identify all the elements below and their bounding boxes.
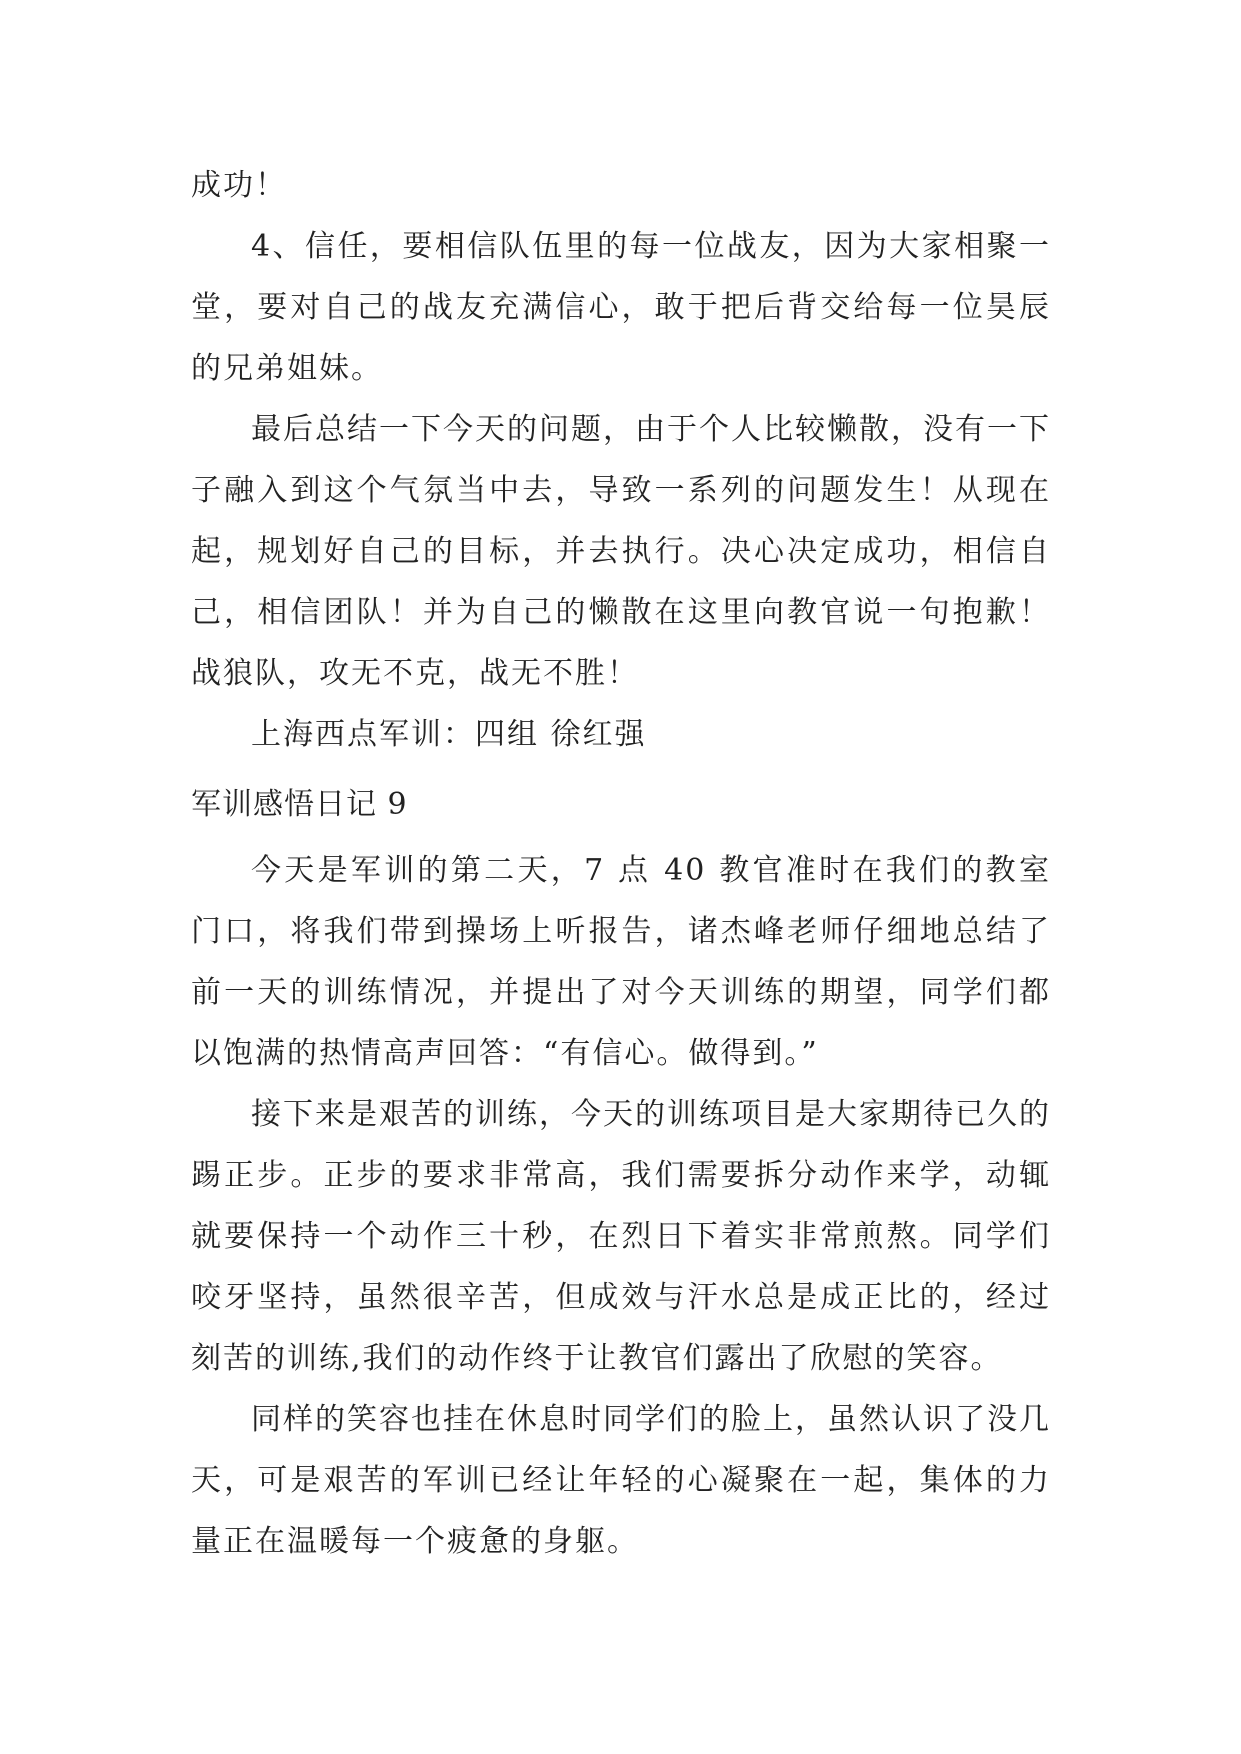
part1-body [191,155,1051,765]
paragraph-2: 接下来是艰苦的训练，今天的训练项目是大家期待已久的踢正步。正步的要求非常高，我们需要拆分动作来学，动辄就要保持一个动作三十秒，在烈日下着实非常煎熬。同学们咬牙坚持，虽然很辛苦，但成效与汗水总是成正比的，经过刻苦的训练,我们的动作终于让教官们露出了欣慰的笑容。 [191,1097,1051,1376]
paragraph-trust: 4、信任，要相信队伍里的每一位战友，因为大家相聚一堂，要对自己的战友充满信心，敢于把后背交给每一位昊辰的兄弟姐妹。 [191,229,1051,386]
part2-body [191,840,1051,1572]
continuation-line: 成功！ [191,168,287,203]
paragraph-3: 同样的笑容也挂在休息时同学们的脸上，虽然认识了没几天，可是艰苦的军训已经让年轻的心凝聚在一起，集体的力量正在温暖每一个疲惫的身躯。 [191,1402,1051,1559]
paragraph-1: 今天是军训的第二天，7 点 40 教官准时在我们的教室门口，将我们带到操场上听报告，诸杰峰老师仔细地总结了前一天的训练情况，并提出了对今天训练的期望，同学们都以饱满的热情高声回答：“有信心。做得到。” [191,853,1051,1071]
signature-line: 上海西点军训：四组 徐红强 [251,717,647,752]
diary-title: 军训感悟日记 9 [191,787,408,822]
paragraph-summary: 最后总结一下今天的问题，由于个人比较懒散，没有一下子融入到这个气氛当中去，导致一系列的问题发生！从现在起，规划好自己的目标，并去执行。决心决定成功，相信自己，相信团队！并为自己的懒散在这里向教官说一句抱歉！战狼队，攻无不克，战无不胜！ [191,412,1051,691]
